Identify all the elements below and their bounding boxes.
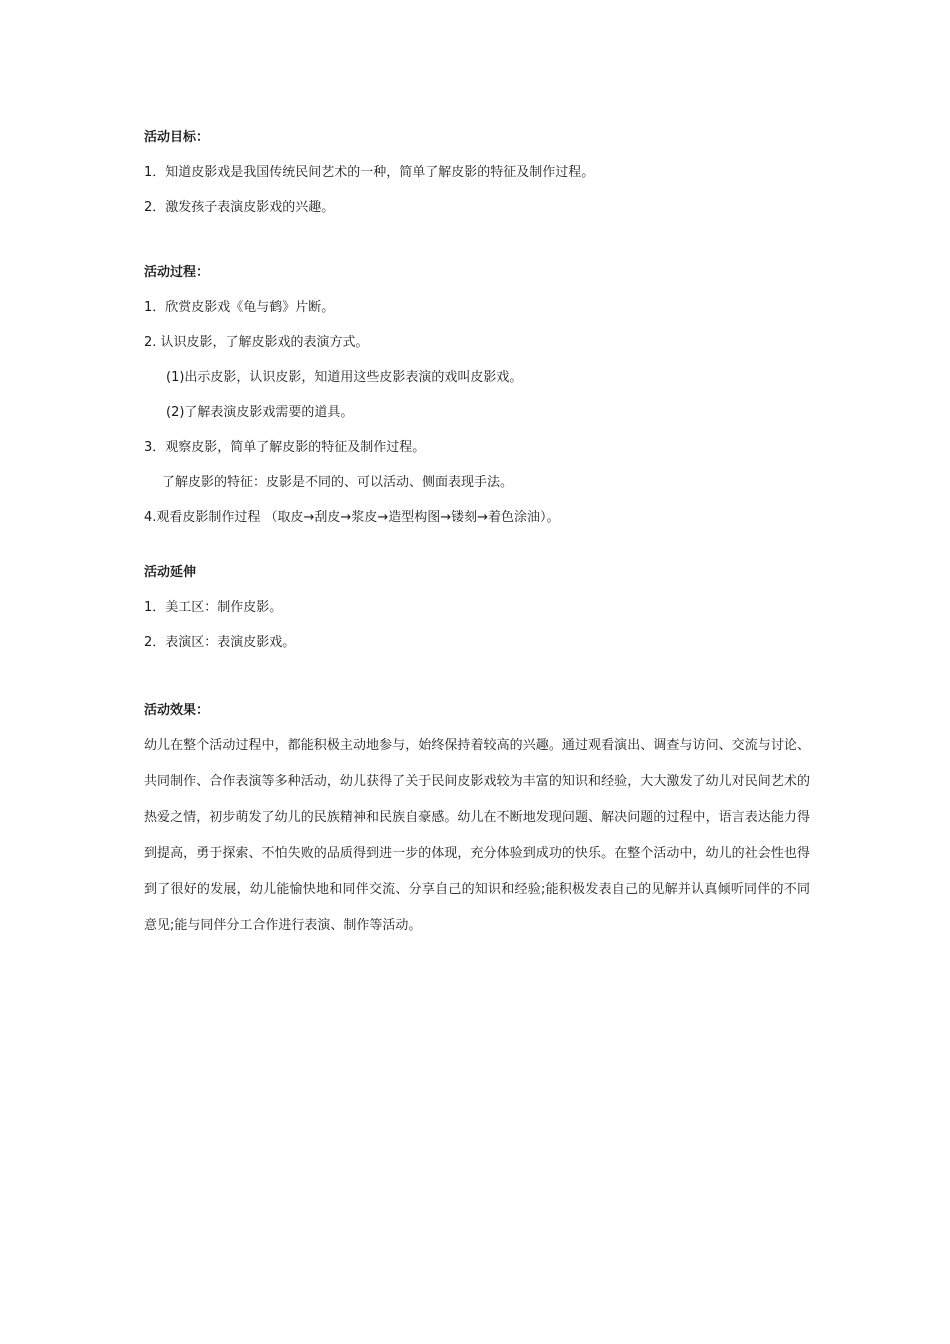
process-item-2: 2. 认识皮影，了解皮影戏的表演方式。 — [144, 335, 369, 350]
process-item-3: 3．观察皮影，简单了解皮影的特征及制作过程。 — [144, 440, 426, 455]
process-item-4: 4.观看皮影制作过程 （取皮→刮皮→浆皮→造型构图→镂刻→着色涂油）。 — [144, 510, 560, 525]
extension-item-2: 2．表演区：表演皮影戏。 — [144, 635, 296, 650]
process-item-1: 1．欣赏皮影戏《龟与鹤》片断。 — [144, 300, 335, 315]
spacer — [144, 225, 810, 255]
process-heading: 活动过程： — [144, 265, 210, 280]
spacer — [144, 660, 810, 693]
document-page — [144, 120, 810, 944]
effect-paragraph: 幼儿在整个活动过程中，都能积极主动地参与，始终保持着较高的兴趣。通过观看演出、调查与访问、交流与讨论、共同制作、合作表演等多种活动，幼儿获得了关于民间皮影戏较为丰富的知识和经验，大大激发了幼儿对民间艺术的热爱之情，初步萌发了幼儿的民族精神和民族自豪感。幼儿在不断地发现问题、解决问题的过程中，语言表达能力得到提高，勇于探索、不怕失败的品质得到进一步的体现，充分体验到成功的快乐。在整个活动中，幼儿的社会性也得到了很好的发展，幼儿能愉快地和同伴交流、分享自己的知识和经验;能积极发表自己的见解并认真倾听同伴的不同意见;能与同伴分工合作进行表演、制作等活动。 — [144, 738, 810, 933]
goal-item-2: 2．激发孩子表演皮影戏的兴趣。 — [144, 200, 335, 215]
process-subitem-2: (2)了解表演皮影戏需要的道具。 — [166, 405, 354, 420]
extension-heading: 活动延伸 — [144, 565, 197, 580]
extension-item-1: 1．美工区：制作皮影。 — [144, 600, 283, 615]
spacer — [144, 535, 810, 555]
process-item-3-detail: 了解皮影的特征：皮影是不同的、可以活动、侧面表现手法。 — [162, 475, 514, 490]
effect-heading: 活动效果： — [144, 703, 210, 718]
goal-item-1: 1．知道皮影戏是我国传统民间艺术的一种，简单了解皮影的特征及制作过程。 — [144, 165, 595, 180]
goals-heading: 活动目标： — [144, 130, 210, 145]
process-subitem-1: (1)出示皮影，认识皮影，知道用这些皮影表演的戏叫皮影戏。 — [166, 370, 523, 385]
